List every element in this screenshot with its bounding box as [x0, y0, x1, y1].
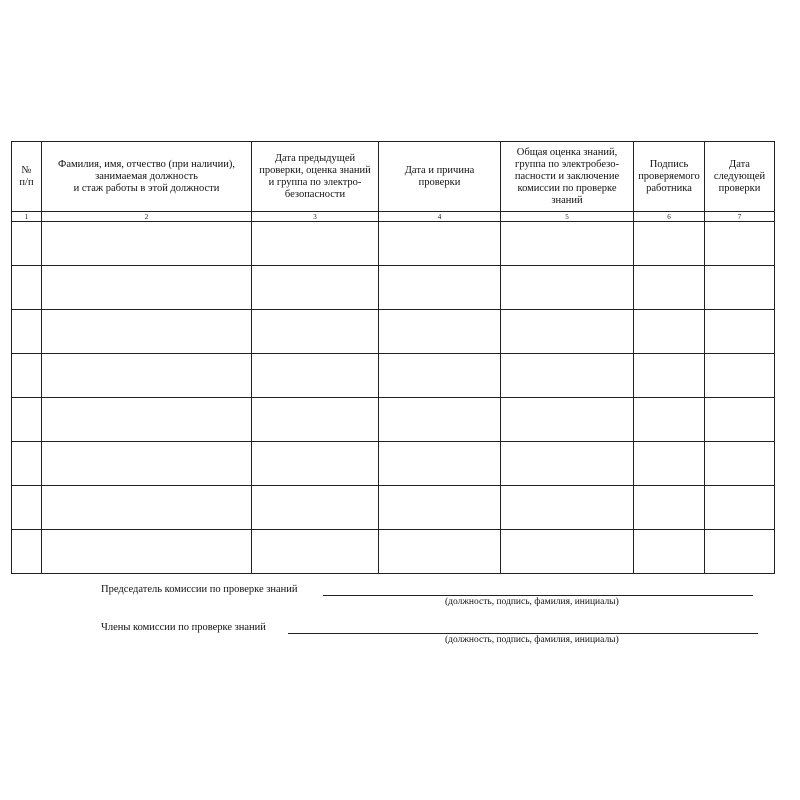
members-signature-line[interactable]: [288, 633, 758, 634]
column-number: 2: [42, 212, 252, 222]
column-number: 1: [12, 212, 42, 222]
column-number: 4: [379, 212, 501, 222]
column-number: 3: [252, 212, 379, 222]
header-previous-check-label: Дата предыдущей проверки, оценка знаний и группа по электро- безопасности: [259, 152, 371, 200]
header-overall-assessment-label: Общая оценка знаний, группа по электробезо- пасности и заключение комиссии по проверке знаний: [514, 146, 620, 206]
header-employee-signature-label: Подпись проверяемого работника: [638, 158, 700, 194]
members-hint: (должность, подпись, фамилия, инициалы): [445, 635, 619, 645]
members-label: Члены комиссии по проверке знаний: [101, 622, 266, 633]
column-number: 7: [705, 212, 775, 222]
chairman-label: Председатель комиссии по проверке знаний: [101, 584, 298, 595]
header-next-check-date-label: Дата следующей проверки: [713, 158, 766, 194]
header-number-label: № п/п: [19, 164, 34, 188]
chairman-hint: (должность, подпись, фамилия, инициалы): [445, 597, 619, 607]
column-number: 6: [634, 212, 705, 222]
header-full-name-label: Фамилия, имя, отчество (при наличии), занимаемая должность и стаж работы в этой должности: [58, 158, 235, 194]
column-number: 5: [501, 212, 634, 222]
header-check-date-reason-label: Дата и причина проверки: [404, 164, 475, 188]
